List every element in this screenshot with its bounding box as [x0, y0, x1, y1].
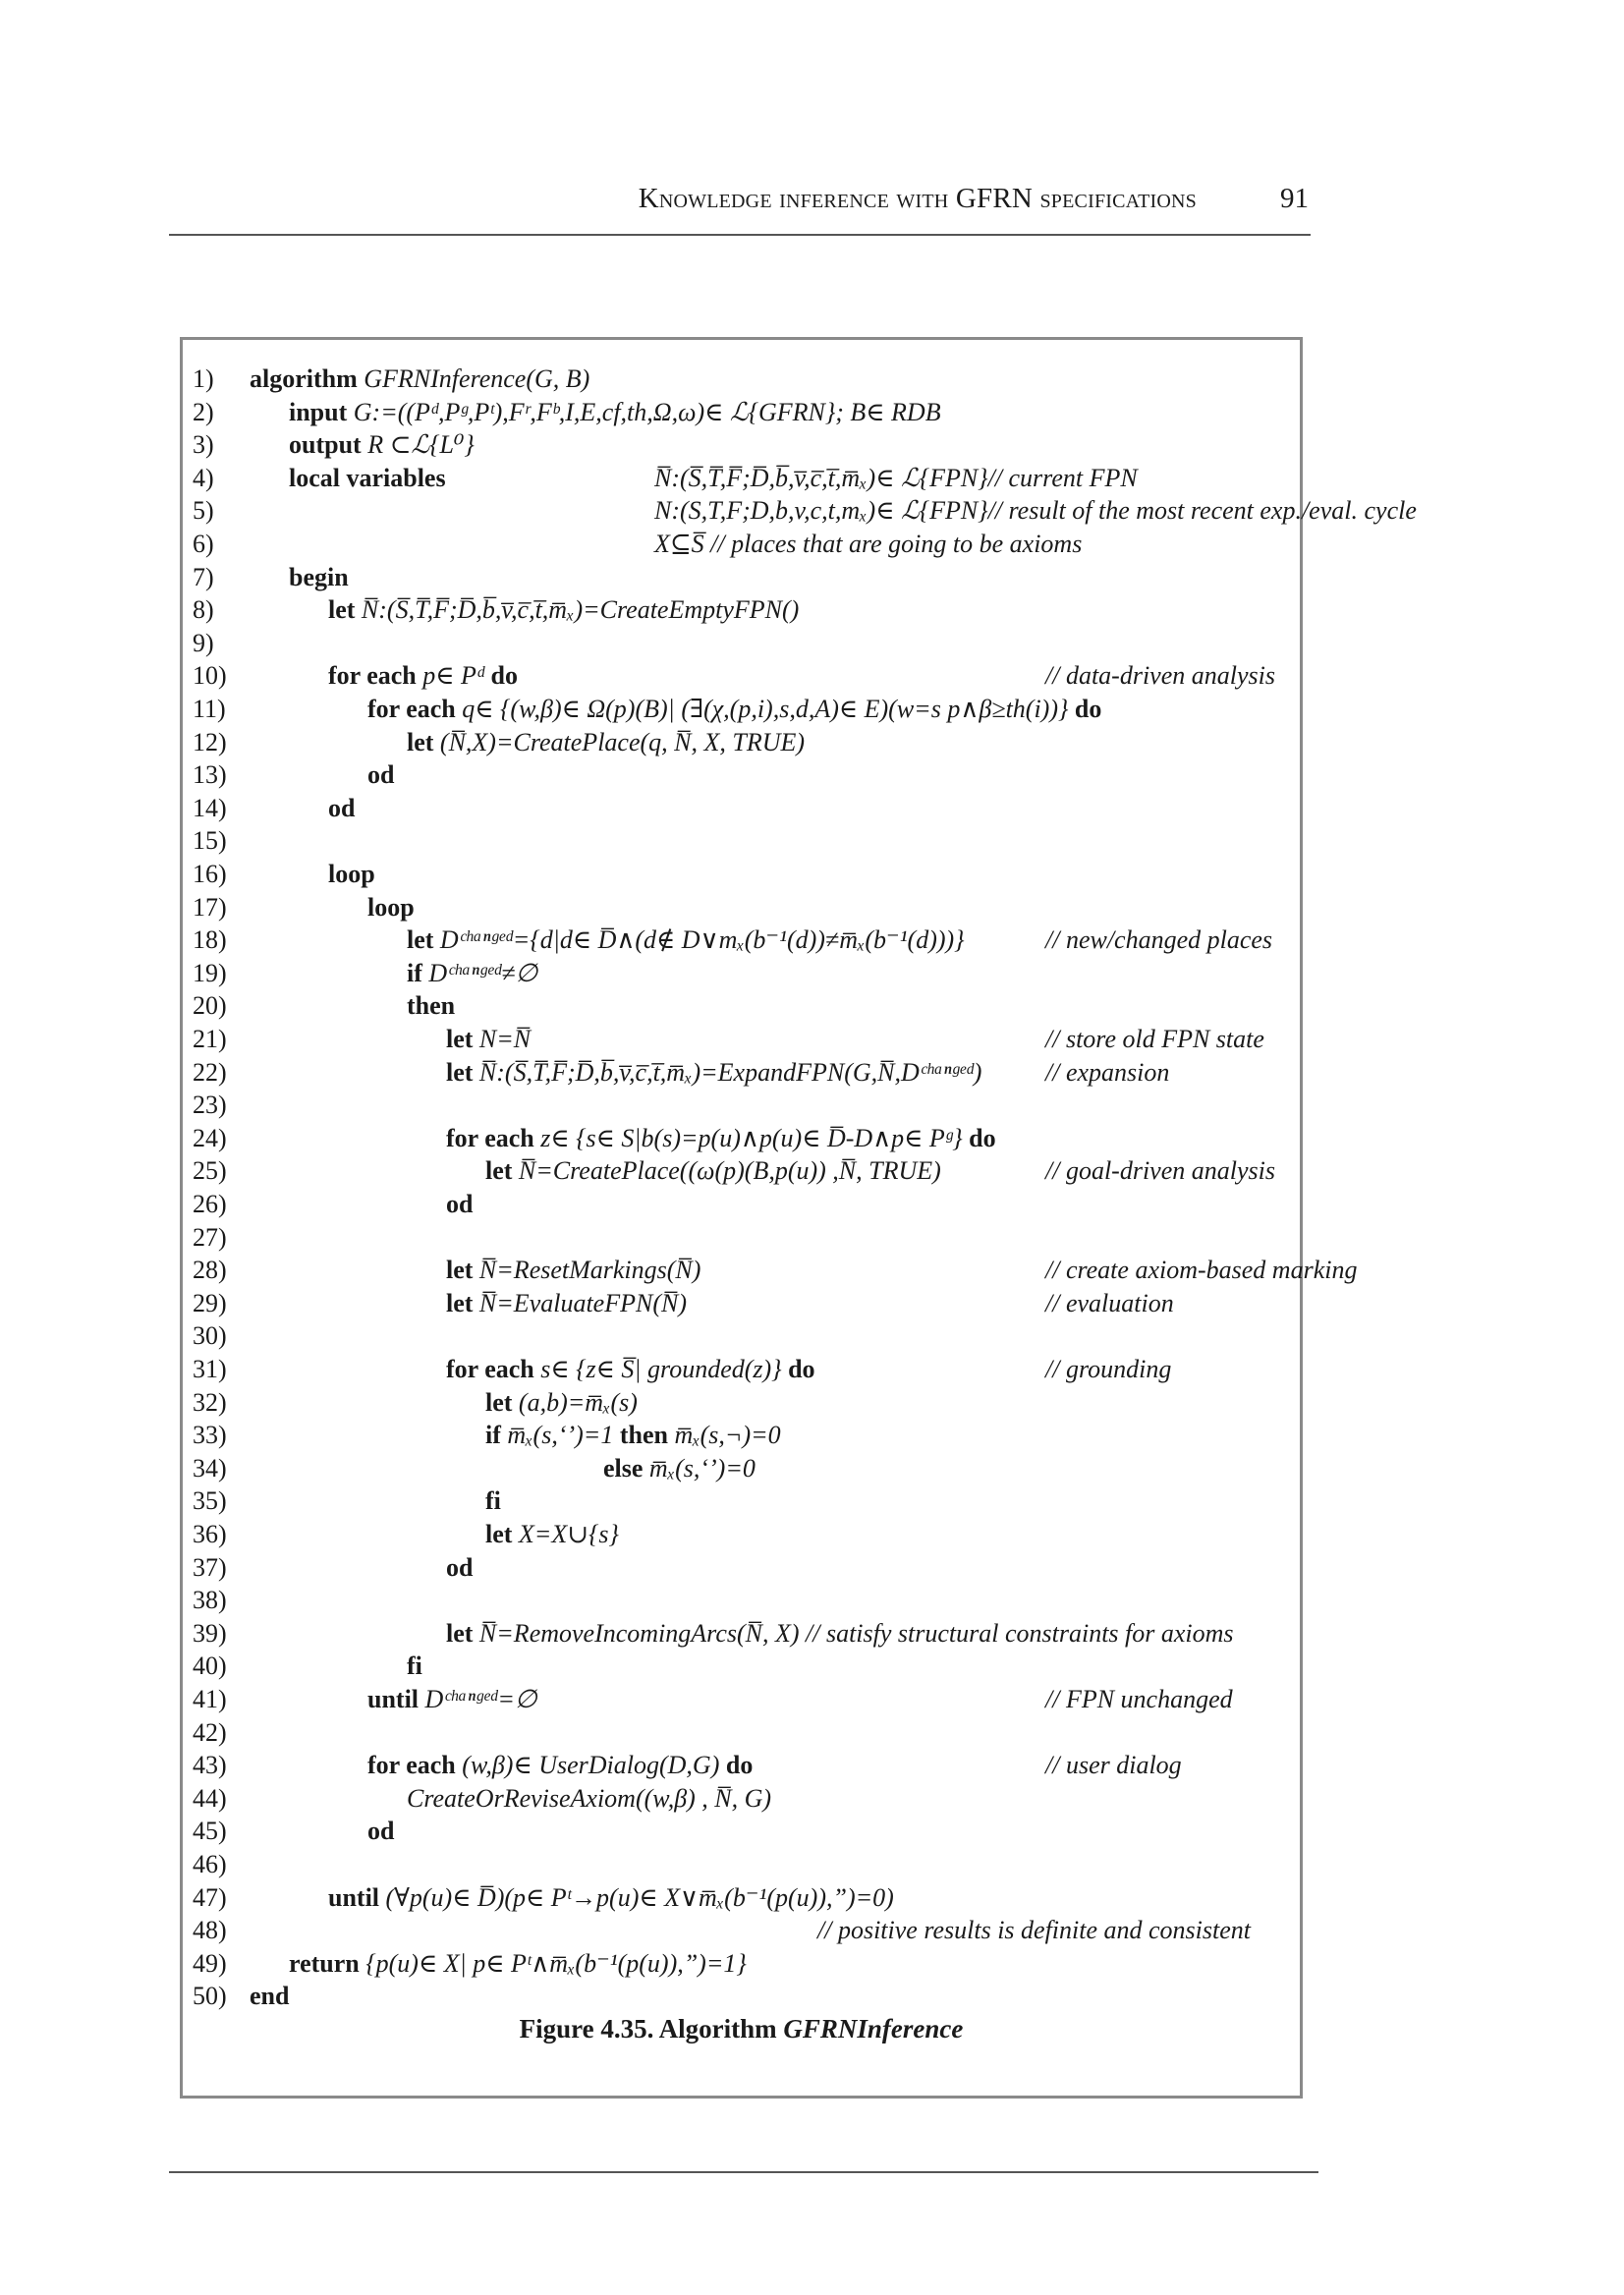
expression: N=N̅ — [478, 1025, 532, 1053]
keyword: do — [969, 1123, 996, 1152]
caption-label: Figure 4.35. Algorithm — [519, 2014, 784, 2043]
expression: N̅=ResetMarkings(N̅) — [478, 1256, 701, 1285]
keyword: do — [725, 1751, 754, 1780]
line-code — [328, 1881, 894, 1915]
keyword: let — [446, 1618, 474, 1648]
page-number: 91 — [1280, 183, 1309, 214]
line-number: 19) — [193, 958, 227, 987]
line-code — [289, 462, 1138, 495]
algorithm-line — [193, 824, 1303, 858]
line-number: 41) — [193, 1685, 227, 1713]
keyword: until — [328, 1882, 380, 1912]
line-number: 34) — [193, 1453, 227, 1483]
keyword: fi — [407, 1651, 422, 1681]
line-number: 42) — [193, 1717, 227, 1747]
line-number: 21) — [193, 1025, 227, 1053]
algorithm-line — [193, 1319, 1303, 1353]
expression: (N̅,X)=CreatePlace(q, N̅, X, TRUE) — [439, 727, 806, 756]
keyword: od — [446, 1552, 474, 1582]
algorithm-line — [193, 1683, 1303, 1716]
expression: N̅:(S̅,T̅,F̅;D̅,b̅,v̅,c̅,t̅,m̅ₓ)=CreateEmptyFPN() — [361, 595, 800, 625]
line-code — [367, 1749, 753, 1782]
expression: N̅=RemoveIncomingArcs(N̅, X) // satisfy structural constraints for axioms — [478, 1618, 1234, 1648]
line-number: 43) — [193, 1751, 227, 1780]
line-comment: // positive results is definite and consistent — [817, 1916, 1251, 1945]
algorithm-line — [193, 1188, 1303, 1221]
algorithm-line — [193, 1947, 1303, 1981]
expression: CreateOrReviseAxiom((w,β) , N̅, G) — [407, 1783, 772, 1813]
keyword: od — [367, 1817, 395, 1846]
line-code — [446, 1188, 473, 1221]
algorithm-line — [193, 858, 1303, 891]
expression: Dᶜʰᵃⁿᵍᵉᵈ={d|d∈ D̅∧(d∉ D∨mₓ(b⁻¹(d))≠m̅ₓ(b⁻¹(d)))} — [439, 925, 965, 955]
expression: m̅ₓ(s,‘’)=1 — [507, 1421, 620, 1450]
algorithm-line — [193, 1584, 1303, 1617]
local-variable-decl: N:(S,T,F;D,b,v,c,t,mₓ)∈ ℒ{FPN}// result of the most recent exp./eval. cycle — [654, 496, 1417, 526]
caption-algorithm-name: GFRNInference — [783, 2014, 964, 2043]
line-comment: // store old FPN state — [1045, 1025, 1264, 1053]
algorithm-line — [193, 462, 1303, 495]
keyword: end — [250, 1982, 290, 2011]
algorithm-line — [193, 1518, 1303, 1551]
keyword: let — [485, 1387, 513, 1417]
algorithm-line — [193, 1254, 1358, 1287]
algorithm-line — [193, 1484, 1303, 1518]
line-number: 1) — [193, 364, 214, 393]
line-number: 17) — [193, 892, 227, 922]
keyword: let — [407, 727, 434, 756]
keyword: begin — [289, 562, 349, 591]
line-code — [603, 1452, 756, 1485]
line-code — [367, 758, 394, 792]
line-code — [446, 1056, 981, 1090]
line-code — [446, 1551, 473, 1585]
expression: q∈ {(w,β)∈ Ω(p)(B)| (∃(χ,(p,i),s,d,A)∈ E)(w=s p∧β≥th(i))} — [462, 695, 1075, 723]
algorithm-line — [193, 528, 1303, 561]
algorithm-line — [193, 989, 1303, 1023]
algorithm-line — [193, 1848, 1303, 1881]
expression: N̅=EvaluateFPN(N̅) — [478, 1288, 687, 1317]
keyword: if — [485, 1421, 501, 1450]
line-comment: // FPN unchanged — [1045, 1685, 1233, 1713]
expression: m̅ₓ(s,¬)=0 — [667, 1421, 781, 1450]
running-title: Knowledge inference with GFRN specifications — [638, 183, 1197, 214]
line-number: 30) — [193, 1321, 227, 1351]
algorithm-line — [193, 1353, 1303, 1386]
figure-caption — [180, 2014, 1303, 2044]
expression: N̅=CreatePlace((ω(p)(B,p(u)) ,N̅, TRUE) — [518, 1156, 941, 1186]
expression: m̅ₓ(s,‘’)=0 — [648, 1453, 756, 1483]
algorithm-line — [193, 1716, 1303, 1750]
keyword: else — [603, 1453, 644, 1483]
keyword: do — [1074, 695, 1102, 723]
line-number: 49) — [193, 1948, 227, 1978]
line-number: 20) — [193, 991, 227, 1021]
line-comment: // grounding — [1045, 1355, 1172, 1383]
algorithm-line — [193, 593, 1303, 627]
line-comment: // new/changed places — [1045, 925, 1273, 955]
expression: (w,β)∈ UserDialog(D,G) — [462, 1751, 726, 1780]
line-number: 16) — [193, 860, 227, 888]
algorithm-line — [193, 659, 1303, 693]
line-number: 36) — [193, 1520, 227, 1548]
algorithm-line — [193, 1881, 1303, 1915]
line-number: 27) — [193, 1222, 227, 1252]
keyword: fi — [485, 1486, 501, 1516]
line-code — [485, 1484, 501, 1518]
line-code — [485, 1518, 619, 1551]
line-number: 44) — [193, 1783, 227, 1813]
expression: (a,b)=m̅ₓ(s) — [518, 1387, 638, 1417]
algorithm-line — [193, 792, 1303, 825]
keyword: do — [788, 1355, 815, 1383]
line-code — [407, 726, 805, 759]
line-code — [367, 693, 1101, 726]
algorithm-line — [193, 924, 1303, 957]
expression: N̅:(S̅,T̅,F̅;D̅,b̅,v̅,c̅,t̅,m̅ₓ)=ExpandFPN(G,N̅,Dᶜʰᵃⁿᵍᵉᵈ) — [478, 1057, 982, 1087]
line-number: 2) — [193, 397, 214, 426]
keyword: let — [446, 1057, 474, 1087]
keyword: let — [485, 1156, 513, 1186]
line-number: 32) — [193, 1387, 227, 1417]
expression: GFRNInference(G, B) — [364, 364, 590, 393]
line-number: 50) — [193, 1982, 227, 2011]
line-code — [407, 957, 537, 990]
expression: Dᶜʰᵃⁿᵍᵉᵈ=∅ — [424, 1685, 537, 1713]
keyword: loop — [367, 892, 415, 922]
keyword: let — [446, 1025, 474, 1053]
keyword: algorithm — [250, 364, 358, 393]
expression: (∀p(u)∈ D̅)(p∈ Pᵗ→p(u)∈ X∨m̅ₓ(b⁻¹(p(u)),”)=0) — [385, 1882, 894, 1912]
line-code — [328, 858, 375, 891]
algorithm-line — [193, 1914, 1303, 1947]
line-number: 46) — [193, 1850, 227, 1878]
header-rule — [169, 234, 1311, 236]
keyword: let — [446, 1288, 474, 1317]
algorithm-line — [193, 1551, 1303, 1585]
expression: Dᶜʰᵃⁿᵍᵉᵈ≠∅ — [428, 958, 538, 987]
line-number: 4) — [193, 463, 214, 492]
keyword: input — [289, 397, 348, 426]
keyword: return — [289, 1948, 360, 1978]
keyword: do — [490, 661, 518, 691]
algorithm-line — [193, 1452, 1303, 1485]
line-code — [367, 1683, 537, 1716]
keyword: od — [446, 1190, 474, 1218]
keyword: for each — [367, 695, 456, 723]
line-code — [407, 1782, 771, 1816]
line-code — [407, 924, 965, 957]
keyword: for each — [367, 1751, 456, 1780]
algorithm-line — [193, 561, 1303, 594]
line-number: 31) — [193, 1355, 227, 1383]
expression: G:=((Pᵈ,Pᵍ,Pᵗ),Fʳ,Fᵇ,I,E,cf,th,Ω,ω)∈ ℒ{GFRN}; B∈ RDB — [353, 397, 941, 426]
line-number: 3) — [193, 430, 214, 460]
line-comment: // evaluation — [1045, 1288, 1174, 1317]
algorithm-line — [193, 726, 1303, 759]
line-number: 38) — [193, 1586, 227, 1615]
line-comment: // create axiom-based marking — [1045, 1256, 1358, 1285]
line-code — [485, 1419, 781, 1452]
line-number: 25) — [193, 1156, 227, 1186]
line-number: 47) — [193, 1882, 227, 1912]
line-code — [446, 1023, 531, 1056]
line-number: 33) — [193, 1421, 227, 1450]
algorithm-line — [193, 363, 1303, 396]
running-header — [169, 183, 1309, 222]
expression: s∈ {z∈ S̅| grounded(z)} — [540, 1355, 789, 1383]
line-code — [250, 1980, 289, 2013]
keyword: loop — [328, 860, 375, 888]
line-number: 10) — [193, 661, 227, 691]
algorithm-line — [193, 396, 1303, 429]
line-code — [446, 1254, 700, 1287]
local-variable-decl: X⊆S̅ // places that are going to be axioms — [654, 530, 1083, 558]
keyword: if — [407, 958, 422, 987]
line-number: 22) — [193, 1057, 227, 1087]
algorithm-line — [193, 1815, 1303, 1848]
line-code — [446, 1122, 996, 1155]
line-number: 11) — [193, 695, 226, 723]
algorithm-line — [193, 494, 1417, 528]
algorithm-line — [193, 1749, 1303, 1782]
keyword: od — [367, 760, 395, 790]
expression: {p(u)∈ X| p∈ Pᵗ∧m̅ₓ(b⁻¹(p(u)),”)=1} — [365, 1948, 747, 1978]
line-number: 26) — [193, 1190, 227, 1218]
line-number: 23) — [193, 1091, 227, 1120]
algorithm-line — [193, 891, 1303, 924]
algorithm-line — [193, 1287, 1303, 1320]
line-code — [367, 1815, 394, 1848]
algorithm-line — [193, 428, 1303, 462]
line-code — [485, 1154, 941, 1188]
keyword: until — [367, 1685, 420, 1713]
keyword: then — [407, 991, 456, 1021]
line-code — [289, 1947, 747, 1981]
keyword: let — [485, 1520, 513, 1548]
line-number: 15) — [193, 826, 227, 856]
line-number: 18) — [193, 925, 227, 955]
line-number: 7) — [193, 562, 214, 591]
line-code — [289, 428, 475, 462]
keyword: then — [619, 1421, 668, 1450]
expression: R ⊂ℒ{L⁰} — [367, 430, 475, 460]
line-number: 45) — [193, 1817, 227, 1846]
line-code — [407, 1650, 422, 1683]
keyword: od — [328, 793, 356, 822]
algorithm-line — [193, 957, 1303, 990]
algorithm-line — [193, 1617, 1303, 1651]
keyword: let — [446, 1256, 474, 1285]
line-code — [289, 396, 941, 429]
algorithm-line — [193, 1980, 1303, 2013]
line-number: 6) — [193, 530, 214, 558]
keyword: let — [328, 595, 356, 625]
line-number: 14) — [193, 793, 227, 822]
footer-rule — [169, 2171, 1318, 2173]
line-number: 40) — [193, 1651, 227, 1681]
line-comment: // expansion — [1045, 1057, 1170, 1087]
keyword: output — [289, 430, 362, 460]
line-code — [485, 1386, 638, 1420]
line-number: 5) — [193, 496, 214, 526]
line-code — [446, 1353, 815, 1386]
algorithm-line — [193, 1023, 1303, 1056]
expression: p∈ Pᵈ — [422, 661, 491, 691]
keyword: let — [407, 925, 434, 955]
algorithm-line — [193, 1782, 1303, 1816]
line-number: 12) — [193, 727, 227, 756]
line-number: 39) — [193, 1618, 227, 1648]
keyword: for each — [446, 1123, 534, 1152]
local-variable-decl: N̅:(S̅,T̅,F̅;D̅,b̅,v̅,c̅,t̅,m̅ₓ)∈ ℒ{FPN}// current FPN — [654, 463, 1138, 492]
keyword: local variables — [289, 463, 446, 492]
algorithm-line — [193, 1056, 1303, 1090]
line-code — [289, 561, 349, 594]
algorithm-line — [193, 1122, 1303, 1155]
line-code — [446, 1287, 687, 1320]
algorithm-line — [193, 693, 1303, 726]
line-code — [328, 792, 355, 825]
line-comment: // goal-driven analysis — [1045, 1156, 1275, 1186]
line-comment: // user dialog — [1045, 1751, 1182, 1780]
algorithm-line — [193, 1386, 1303, 1420]
algorithm-line — [193, 627, 1303, 660]
keyword: for each — [328, 661, 417, 691]
line-number: 24) — [193, 1123, 227, 1152]
algorithm-line — [193, 758, 1303, 792]
line-number: 37) — [193, 1552, 227, 1582]
line-number: 48) — [193, 1916, 227, 1945]
algorithm-line — [193, 1221, 1303, 1255]
expression: z∈ {s∈ S|b(s)=p(u)∧p(u)∈ D̅-D∧p∈ Pᵍ} — [540, 1123, 970, 1152]
expression: X=X∪{s} — [518, 1520, 619, 1548]
line-number: 29) — [193, 1288, 227, 1317]
line-comment: // data-driven analysis — [1045, 661, 1275, 691]
line-code — [446, 1617, 1234, 1651]
algorithm-line — [193, 1650, 1303, 1683]
line-number: 28) — [193, 1256, 227, 1285]
algorithm-line — [193, 1089, 1303, 1122]
keyword: for each — [446, 1355, 534, 1383]
line-code — [250, 363, 589, 396]
line-code — [407, 989, 455, 1023]
algorithm-line — [193, 1419, 1303, 1452]
line-number: 35) — [193, 1486, 227, 1516]
line-number: 13) — [193, 760, 227, 790]
line-code — [367, 891, 415, 924]
line-code — [328, 659, 518, 693]
line-number: 8) — [193, 595, 214, 625]
line-number: 9) — [193, 628, 214, 657]
algorithm-line — [193, 1154, 1303, 1188]
line-code — [328, 593, 799, 627]
